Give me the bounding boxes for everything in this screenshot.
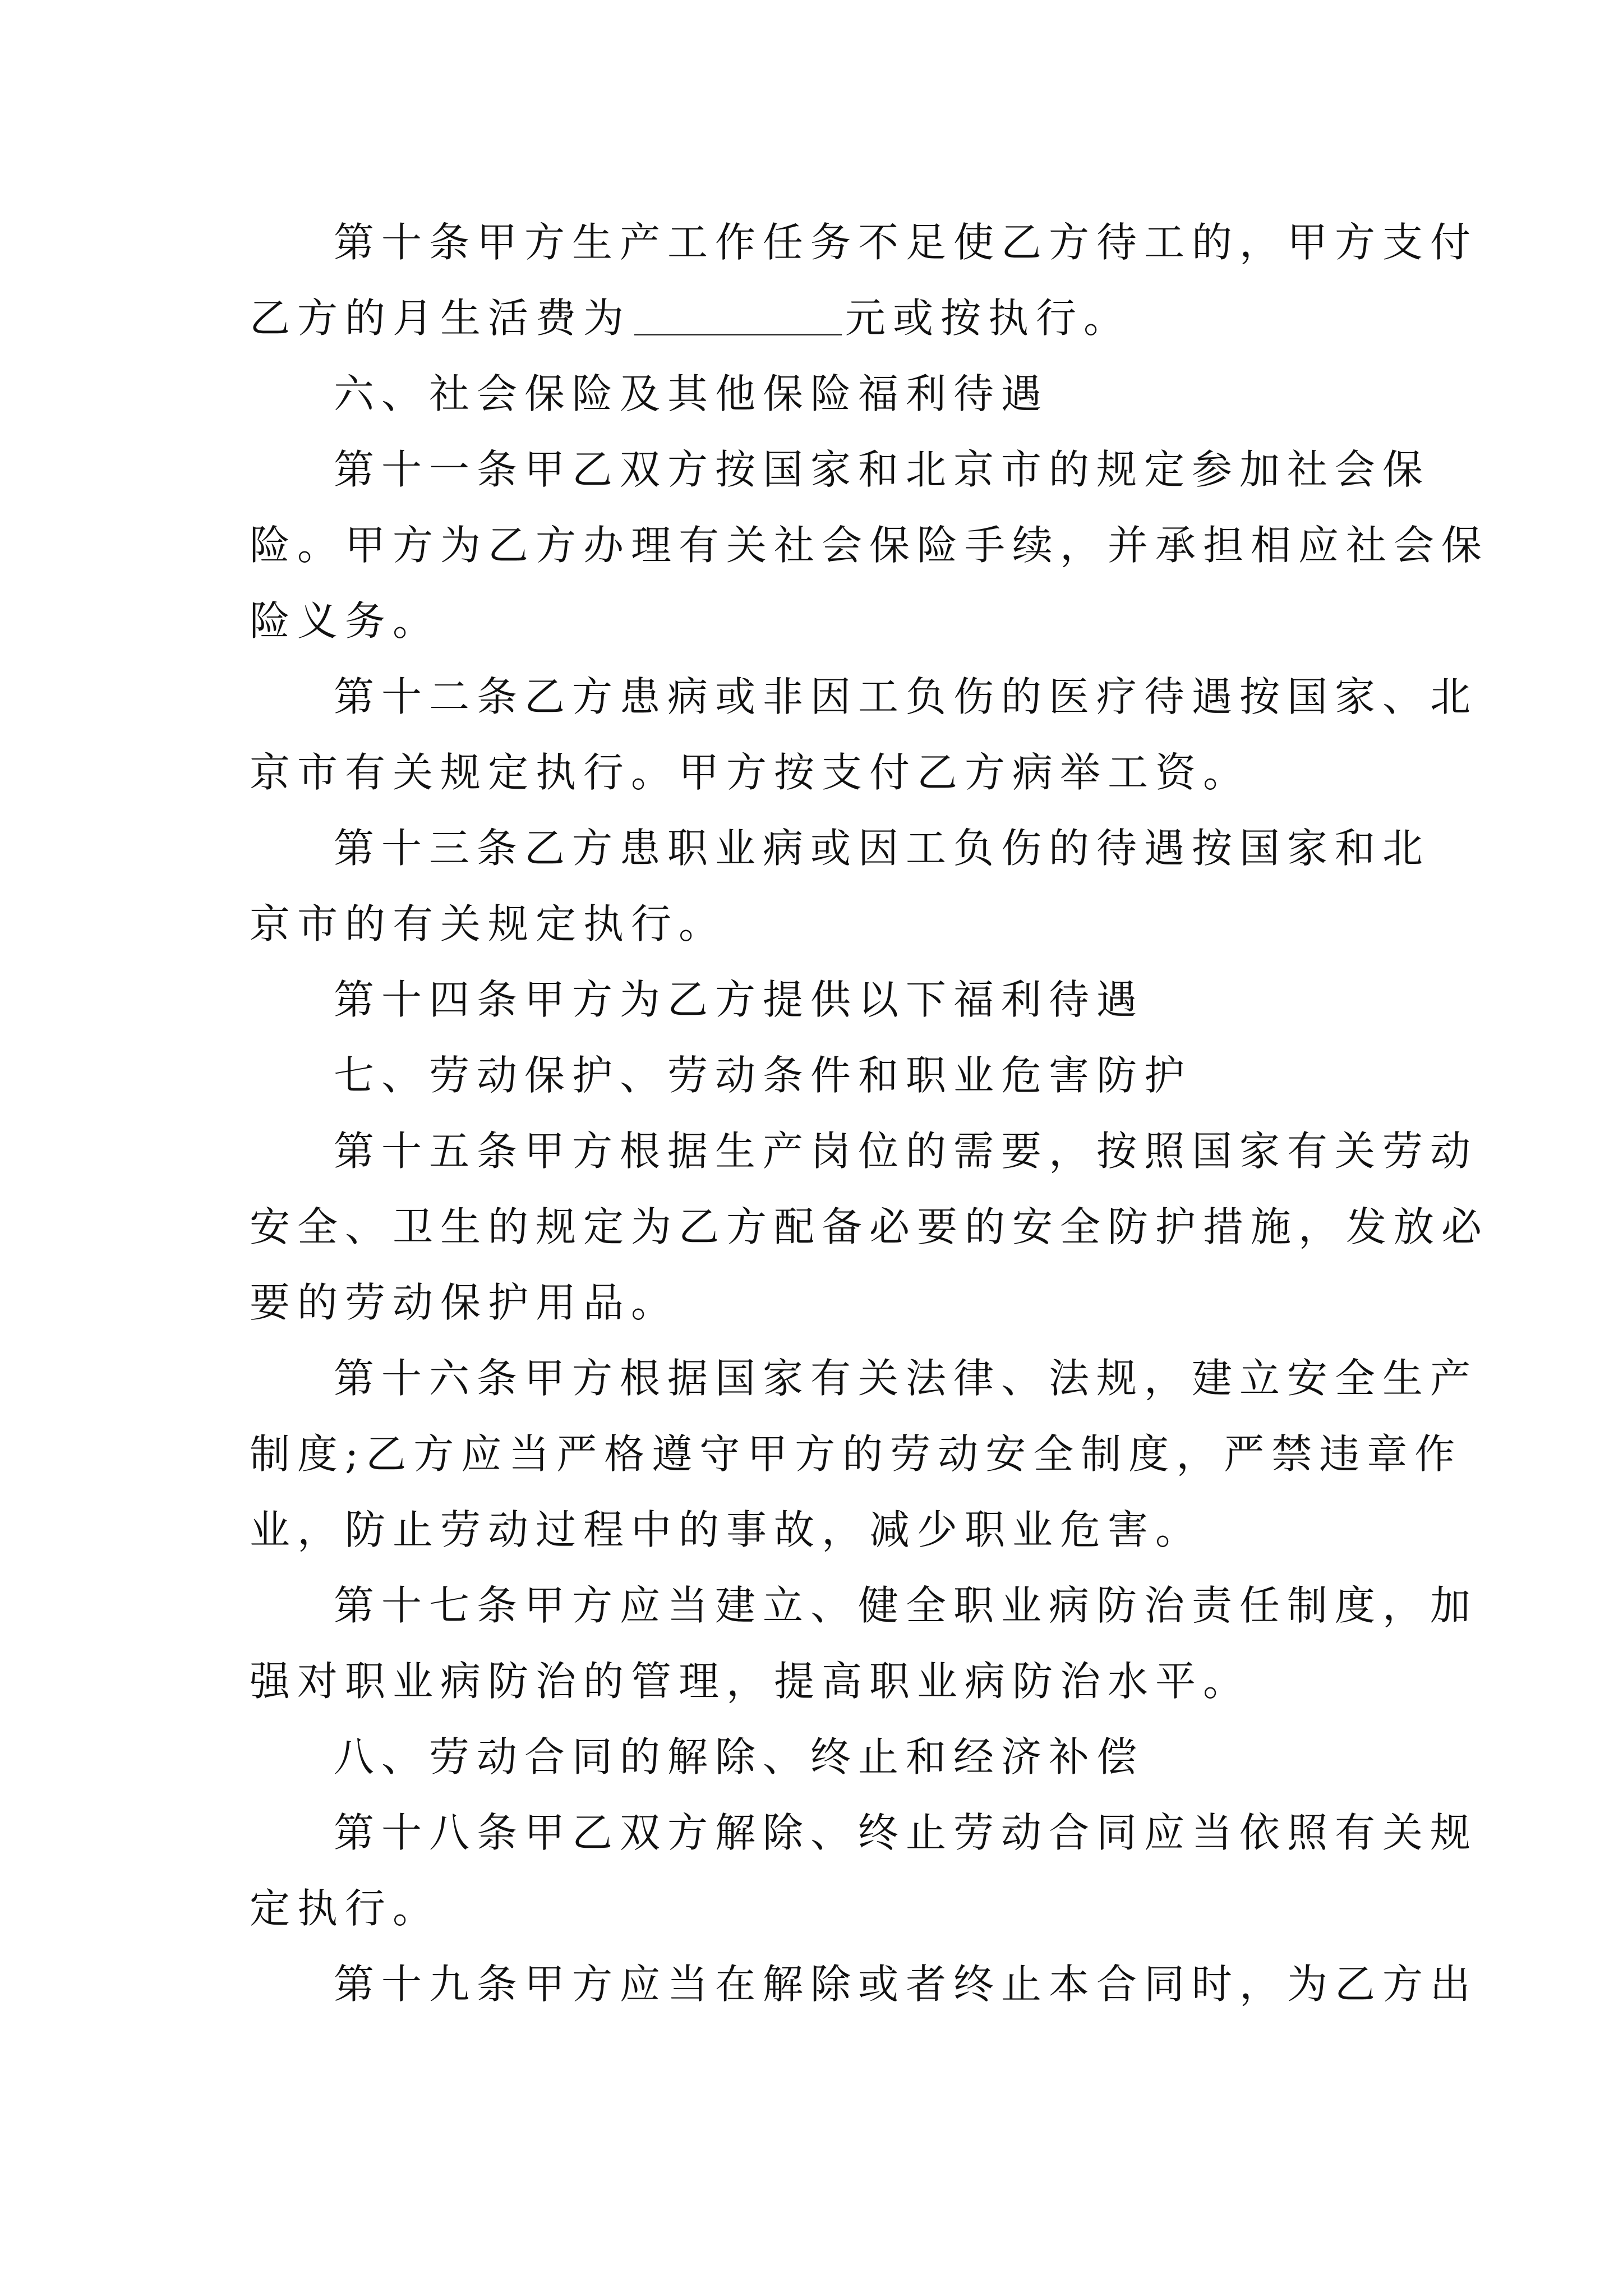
article-16-line-3: 业，防止劳动过程中的事故，减少职业危害。 (250, 1506, 1204, 1553)
article-10-line-2 (250, 280, 1131, 356)
article-18-line-1: 第十八条甲乙双方解除、终止劳动合同应当依照有关规 (334, 1809, 1478, 1856)
article-10-line-2-start: 乙方的月生活费为 (250, 295, 631, 342)
section-8-heading: 八、劳动合同的解除、终止和经济补偿 (334, 1733, 1145, 1780)
section-6-heading: 六、社会保险及其他保险福利待遇 (334, 370, 1049, 417)
article-17-line-1: 第十七条甲方应当建立、健全职业病防治责任制度，加 (334, 1582, 1478, 1629)
article-13-line-1: 第十三条乙方患职业病或因工负伤的待遇按国家和北 (334, 825, 1431, 872)
article-15-line-3: 要的劳动保护用品。 (250, 1279, 679, 1326)
article-10-line-1: 第十条甲方生产工作任务不足使乙方待工的，甲方支付 (334, 219, 1478, 266)
article-17-line-2: 强对职业病防治的管理，提高职业病防治水平。 (250, 1658, 1251, 1705)
article-15-line-1: 第十五条甲方根据生产岗位的需要，按照国家有关劳动 (334, 1128, 1478, 1175)
article-12-line-1: 第十二条乙方患病或非因工负伤的医疗待遇按国家、北 (334, 673, 1478, 720)
article-10-line-2-end: 元或按执行。 (845, 295, 1132, 342)
article-14-line-1: 第十四条甲方为乙方提供以下福利待遇 (334, 976, 1145, 1023)
article-11-line-1: 第十一条甲乙双方按国家和北京市的规定参加社会保 (334, 446, 1431, 493)
article-18-line-2: 定执行。 (250, 1885, 441, 1932)
article-16-line-1: 第十六条甲方根据国家有关法律、法规，建立安全生产 (334, 1355, 1478, 1402)
article-13-line-2: 京市的有关规定执行。 (250, 900, 727, 947)
section-7-heading: 七、劳动保护、劳动条件和职业危害防护 (334, 1052, 1192, 1099)
article-12-line-2: 京市有关规定执行。甲方按支付乙方病举工资。 (250, 749, 1251, 796)
blank-field-underline[interactable] (634, 300, 842, 335)
article-11-line-2: 险。甲方为乙方办理有关社会保险手续，并承担相应社会保 (250, 522, 1490, 569)
article-15-line-2: 安全、卫生的规定为乙方配备必要的安全防护措施，发放必 (250, 1203, 1490, 1250)
article-11-line-3: 险义务。 (250, 597, 441, 645)
article-16-line-2: 制度;乙方应当严格遵守甲方的劳动安全制度，严禁违章作 (250, 1430, 1463, 1478)
article-19-line-1: 第十九条甲方应当在解除或者终止本合同时，为乙方出 (334, 1961, 1478, 2008)
